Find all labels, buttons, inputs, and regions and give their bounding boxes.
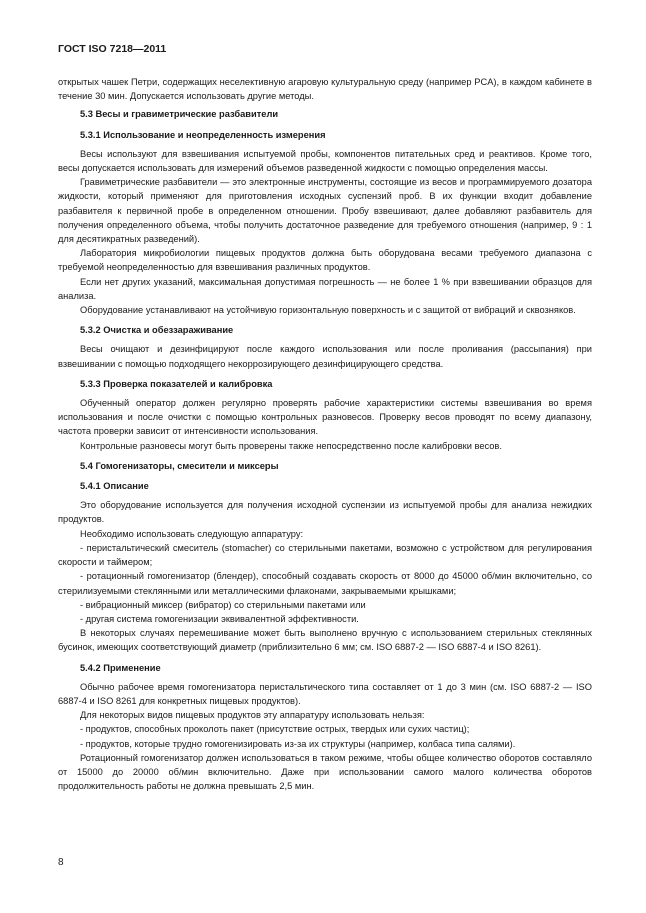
list-item: - продуктов, которые трудно гомогенизировать из-за их структуры (например, колбаса типа салями). <box>80 738 516 749</box>
body-text <box>58 75 592 793</box>
paragraph: Для некоторых видов пищевых продуктов эту аппаратуру использовать нельзя: <box>80 710 425 721</box>
paragraph: Лаборатория микробиологии пищевых продуктов должна быть оборудована весами требуемого диапазона с требуемой неопределенностью для взвешивания различных продуктов. <box>58 248 592 273</box>
paragraph: Оборудование устанавливают на устойчивую горизонтальную поверхность и с защитой от вибраций и сквозняков. <box>80 305 576 316</box>
paragraph: Гравиметрические разбавители — это электронные инструменты, состоящие из весов и программируемого дозатора жидкости, который применяют для приготовления исходных суспензий проб. В их функции входит добавление разбавителя к первичной пробе в определенном отношении. Пробу взвешивают, далее добавляют разбавитель для получения определенного объема, чтобы получить достаточное разведение для требуемого отношения (например, 9 : 1 для десятикратных разведений). <box>58 177 592 245</box>
paragraph: Обученный оператор должен регулярно проверять рабочие характеристики системы взвешивания во время использования и после очистки с помощью контрольных разновесов. Проверку весов проводят по всему диапазону, частота проверки зависит от интенсивности использования. <box>58 398 592 437</box>
page-number: 8 <box>58 857 64 868</box>
section-heading-5-3-1: 5.3.1 Использование и неопределенность измерения <box>80 129 326 140</box>
section-heading-5-3-2: 5.3.2 Очистка и обеззараживание <box>80 325 234 336</box>
paragraph: В некоторых случаях перемешивание может быть выполнено вручную с использованием стерильных стеклянных бусинок, имеющих соответствующий диаметр (приблизительно 6 мм; см. ISO 6887-2 — ISO 6887-4 и ISO 8261). <box>58 628 592 653</box>
list-item: - перистальтический смеситель (stomacher) со стерильными пакетами, возможно с устройством для регулирования скорости и таймером; <box>58 542 592 568</box>
paragraph: Ротационный гомогенизатор должен использоваться в таком режиме, чтобы общее количество оборотов составляло от 15000 до 20000 об/мин включительно. Даже при использовании самого малого количества оборотов продолжительность работы не должна превышать 2,5 мин. <box>58 752 592 792</box>
paragraph: Обычно рабочее время гомогенизатора перистальтического типа составляет от 1 до 3 мин (см. ISO 6887-2 — ISO 6887-4 и ISO 8261 для конкретных пищевых продуктов). <box>58 681 592 706</box>
paragraph: Весы используют для взвешивания испытуемой пробы, компонентов питательных сред и реактивов. Кроме того, весы допускается использовать для измерений объемов разведенной жидкости с помощью определения массы. <box>58 148 592 174</box>
paragraph: Весы очищают и дезинфицируют после каждого использования или после проливания (рассыпания) при взвешивании с помощью подходящего некоррозирующего дезинфицирующего средства. <box>58 344 592 369</box>
paragraph: Если нет других указаний, максимальная допустимая погрешность — не более 1 % при взвешивании образцов для анализа. <box>58 276 592 301</box>
paragraph: Необходимо использовать следующую аппаратуру: <box>80 528 304 539</box>
section-heading-5-3-3: 5.3.3 Проверка показателей и калибровка <box>80 378 273 389</box>
section-heading-5-4-1: 5.4.1 Описание <box>80 481 149 492</box>
section-heading-5-4: 5.4 Гомогенизаторы, смесители и миксеры <box>80 460 279 471</box>
document-header: ГОСТ ISO 7218—2011 <box>58 43 167 55</box>
document-page <box>58 43 592 793</box>
section-heading-5-3: 5.3 Весы и гравиметрические разбавители <box>80 109 279 120</box>
paragraph: Контрольные разновесы могут быть проверены также непосредственно после калибровки весов. <box>80 440 502 451</box>
paragraph: Это оборудование используется для получения исходной суспензии из испытуемой пробы для анализа нежидких продуктов. <box>58 500 592 525</box>
list-item: - ротационный гомогенизатор (блендер), способный создавать скорость от 8000 до 45000 об/мин включительно, со стерилизуемыми стеклянными или металлическими флаконами, закрываемыми крышками; <box>58 571 592 596</box>
list-item: - продуктов, способных проколоть пакет (присутствие острых, твердых или сухих частиц); <box>80 724 470 735</box>
list-item: - другая система гомогенизации эквивалентной эффективности. <box>80 613 359 624</box>
section-heading-5-4-2: 5.4.2 Применение <box>80 662 161 673</box>
list-item: - вибрационный миксер (вибратор) со стерильными пакетами или <box>80 599 366 610</box>
paragraph-continuation: открытых чашек Петри, содержащих неселективную агаровую культуральную среду (например PCA), в каждом кабинете в течение 30 мин. Допускается использовать другие методы. <box>58 77 592 102</box>
